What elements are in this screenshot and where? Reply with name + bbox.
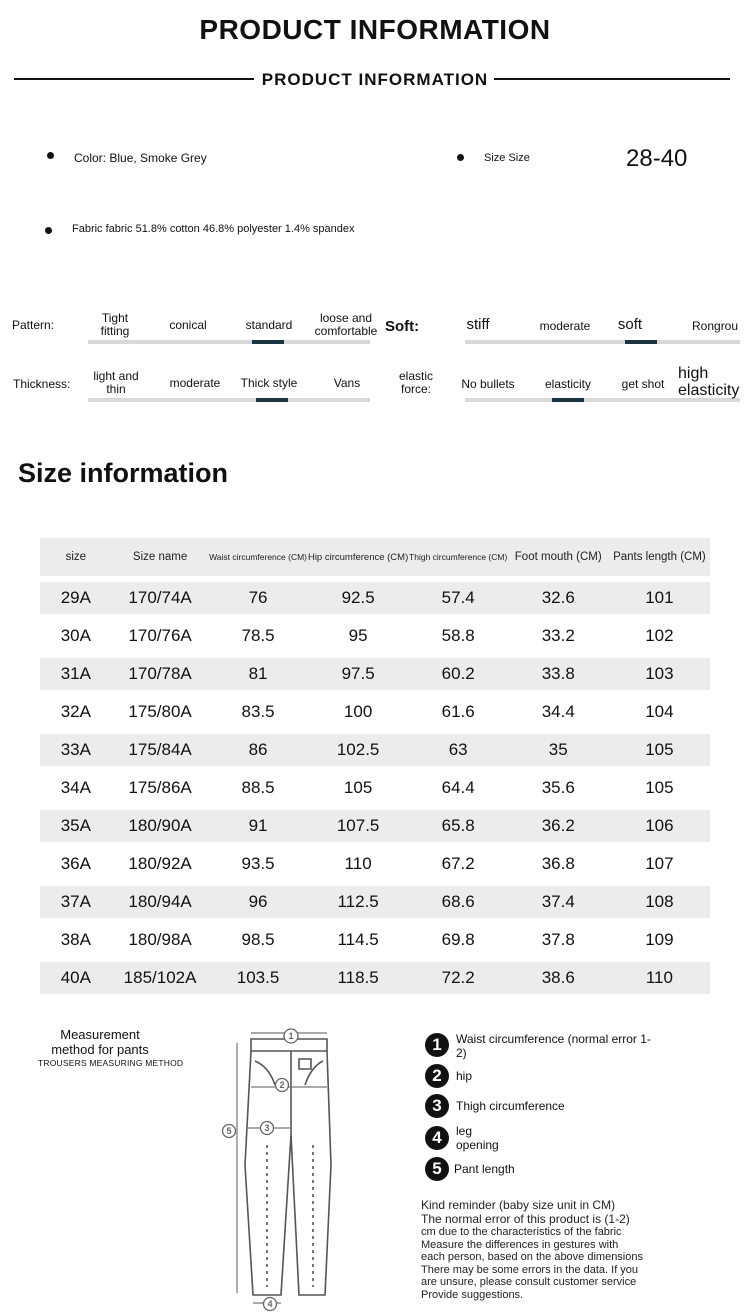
legend-number-badge: 3	[425, 1094, 449, 1118]
table-cell: 40A	[40, 962, 112, 994]
bullet-icon	[47, 152, 54, 159]
size-section-title: Size information	[18, 458, 229, 488]
table-cell: 57.4	[409, 582, 508, 614]
table-cell: 114.5	[337, 930, 379, 949]
table-cell: 64.4	[441, 778, 475, 797]
table-row	[40, 962, 710, 994]
table-cell: 38A	[60, 930, 91, 949]
table-cell: 102	[645, 626, 674, 645]
table-cell: 69.8	[441, 930, 475, 949]
table-cell: 106	[609, 810, 710, 842]
table-cell: 93.5	[241, 854, 275, 873]
thickness-label: Thickness:	[13, 377, 71, 391]
table-cell: 72.2	[409, 962, 508, 994]
legend-text: Pant length	[454, 1162, 515, 1176]
table-cell: 108	[609, 886, 710, 918]
table-cell: 109	[645, 930, 674, 949]
table-cell: 35A	[40, 810, 112, 842]
legend-text: hip	[456, 1069, 473, 1083]
size-label: Size Size	[484, 152, 530, 164]
column-header: Thigh circumference (CM)	[409, 538, 508, 576]
thickness-track	[88, 398, 370, 402]
table-cell: 34A	[60, 778, 91, 797]
pattern-option: Tight fitting	[100, 311, 130, 338]
table-cell: 180/98A	[128, 930, 192, 949]
bullet-icon	[45, 227, 52, 234]
legend-text: leg opening	[456, 1124, 499, 1152]
legend-text: Waist circumference (normal error 1-2)	[456, 1032, 651, 1060]
table-row	[40, 772, 710, 804]
table-row	[40, 620, 710, 652]
table-cell: 81	[209, 658, 308, 690]
elastic-option: get shot	[621, 377, 665, 391]
table-cell: 180/94A	[112, 886, 209, 918]
table-cell: 78.5	[241, 626, 275, 645]
reminder-line: are unsure, please consult customer service	[421, 1276, 637, 1288]
section-subtitle: PRODUCT INFORMATION	[0, 70, 750, 90]
table-cell: 105	[609, 734, 710, 766]
table-cell: 170/76A	[128, 626, 192, 645]
table-cell: 36.8	[541, 854, 575, 873]
column-header: Hip circumference (CM)	[308, 538, 409, 576]
table-cell: 107.5	[308, 810, 409, 842]
table-cell: 105	[343, 778, 373, 797]
elastic-option: No bullets	[461, 377, 515, 391]
table-cell: 98.5	[241, 930, 275, 949]
pattern-option: loose and comfortable	[314, 311, 378, 338]
table-cell: 34.4	[541, 702, 575, 721]
pants-diagram	[215, 1025, 340, 1313]
soft-label: Soft:	[385, 318, 420, 335]
table-cell: 76	[209, 582, 308, 614]
table-cell: 60.2	[409, 658, 508, 690]
legend-number-badge: 5	[425, 1157, 449, 1181]
measurement-title: Measurement method for pants	[51, 1027, 149, 1057]
column-header: Foot mouth (CM)	[508, 538, 609, 576]
pattern-option: standard	[245, 318, 293, 332]
pattern-track	[88, 340, 370, 344]
legend-number-badge: 4	[425, 1126, 449, 1150]
table-cell: 36.2	[508, 810, 609, 842]
soft-option: stiff	[466, 316, 490, 333]
pattern-option: conical	[169, 318, 207, 332]
soft-option: moderate	[539, 319, 591, 333]
table-header-row	[40, 538, 710, 576]
table-cell: 100	[343, 702, 373, 721]
bullet-icon	[457, 154, 464, 161]
soft-track	[465, 340, 740, 344]
fabric-info: Fabric fabric 51.8% cotton 46.8% polyester 1.4% spandex	[72, 223, 355, 235]
table-cell: 37.4	[508, 886, 609, 918]
table-row	[40, 582, 710, 614]
table-cell: 92.5	[308, 582, 409, 614]
legend-number-badge: 2	[425, 1064, 449, 1088]
table-cell: 86	[209, 734, 308, 766]
table-cell: 32.6	[508, 582, 609, 614]
table-cell: 105	[645, 778, 674, 797]
page-title: PRODUCT INFORMATION	[199, 14, 551, 45]
reminder-line: cm due to the characteristics of the fabric	[421, 1226, 622, 1238]
elastic-option: high elasticity	[678, 365, 740, 399]
table-cell: 33A	[40, 734, 112, 766]
table-cell: 102.5	[308, 734, 409, 766]
size-value: 28-40	[626, 145, 688, 172]
table-cell: 118.5	[308, 962, 409, 994]
reminder-line: The normal error of this product is (1-2)	[421, 1212, 630, 1226]
reminder-text	[421, 1198, 701, 1301]
soft-marker	[625, 340, 657, 344]
size-table	[40, 532, 710, 1000]
table-cell: 91	[209, 810, 308, 842]
elastic-option: elasticity	[544, 377, 591, 391]
column-header: Pants length (CM)	[609, 538, 710, 576]
table-cell: 67.2	[441, 854, 475, 873]
table-cell: 29A	[40, 582, 112, 614]
table-cell: 185/102A	[112, 962, 209, 994]
table-row	[40, 696, 710, 728]
table-row	[40, 924, 710, 956]
elastic-label: elastic force:	[398, 369, 433, 396]
legend-text: Thigh circumference	[456, 1099, 565, 1113]
table-cell: 33.2	[541, 626, 575, 645]
svg-text:2: 2	[279, 1080, 285, 1090]
table-cell: 180/90A	[112, 810, 209, 842]
table-cell: 63	[409, 734, 508, 766]
table-cell: 35	[508, 734, 609, 766]
table-row	[40, 658, 710, 690]
table-cell: 107	[645, 854, 674, 873]
table-cell: 110	[344, 854, 372, 873]
column-header: Size name	[112, 538, 209, 576]
thickness-option: moderate	[169, 376, 221, 390]
table-cell: 103	[609, 658, 710, 690]
table-cell: 83.5	[241, 702, 275, 721]
table-cell: 97.5	[308, 658, 409, 690]
reminder-line: Provide suggestions.	[421, 1288, 524, 1301]
pattern-label: Pattern:	[12, 318, 55, 332]
reminder-line: each person, based on the above dimensions	[421, 1251, 643, 1263]
table-cell: 61.6	[441, 702, 475, 721]
column-header: size	[40, 538, 112, 576]
thickness-marker	[256, 398, 288, 402]
table-cell: 104	[645, 702, 674, 721]
table-row	[40, 886, 710, 918]
table-cell: 58.8	[441, 626, 475, 645]
table-row	[40, 810, 710, 842]
table-cell: 38.6	[508, 962, 609, 994]
soft-option: Rongrou	[692, 319, 739, 333]
svg-text:3: 3	[264, 1123, 270, 1133]
table-cell: 180/92A	[128, 854, 192, 873]
svg-text:5: 5	[226, 1126, 232, 1136]
table-cell: 37A	[40, 886, 112, 918]
pattern-marker	[252, 340, 284, 344]
table-cell: 175/84A	[112, 734, 209, 766]
reminder-line: There may be some errors in the data. If you	[421, 1263, 639, 1276]
table-cell: 170/78A	[112, 658, 209, 690]
table-cell: 175/80A	[128, 702, 192, 721]
soft-option: soft	[617, 316, 643, 333]
table-cell: 110	[609, 962, 710, 994]
svg-text:1: 1	[288, 1031, 294, 1041]
table-cell: 112.5	[308, 886, 409, 918]
table-cell: 96	[209, 886, 308, 918]
table-cell: 101	[609, 582, 710, 614]
table-cell: 32A	[60, 702, 91, 721]
table-row	[40, 848, 710, 880]
color-info: Color: Blue, Smoke Grey	[74, 151, 207, 165]
legend-number-badge: 1	[425, 1033, 449, 1057]
elastic-marker	[552, 398, 584, 402]
table-cell: 36A	[60, 854, 91, 873]
table-cell: 30A	[60, 626, 91, 645]
reminder-line: Measure the differences in gestures with	[421, 1238, 619, 1251]
column-header: Waist circumference (CM)	[209, 538, 308, 576]
table-cell: 31A	[40, 658, 112, 690]
measurement-subtitle: TROUSERS MEASURING METHOD	[38, 1058, 184, 1068]
thickness-option: Vans	[333, 376, 361, 390]
table-cell: 175/86A	[128, 778, 192, 797]
table-row	[40, 734, 710, 766]
table-cell: 68.6	[409, 886, 508, 918]
table-cell: 88.5	[241, 778, 275, 797]
thickness-option: light and thin	[93, 369, 139, 396]
table-cell: 65.8	[409, 810, 508, 842]
svg-text:4: 4	[267, 1299, 273, 1309]
table-cell: 170/74A	[112, 582, 209, 614]
table-cell: 37.8	[541, 930, 575, 949]
thickness-option: Thick style	[240, 376, 298, 390]
table-cell: 95	[348, 626, 368, 645]
table-cell: 33.8	[508, 658, 609, 690]
reminder-line: Kind reminder (baby size unit in CM)	[421, 1198, 616, 1212]
table-cell: 103.5	[209, 962, 308, 994]
table-cell: 35.6	[541, 778, 575, 797]
